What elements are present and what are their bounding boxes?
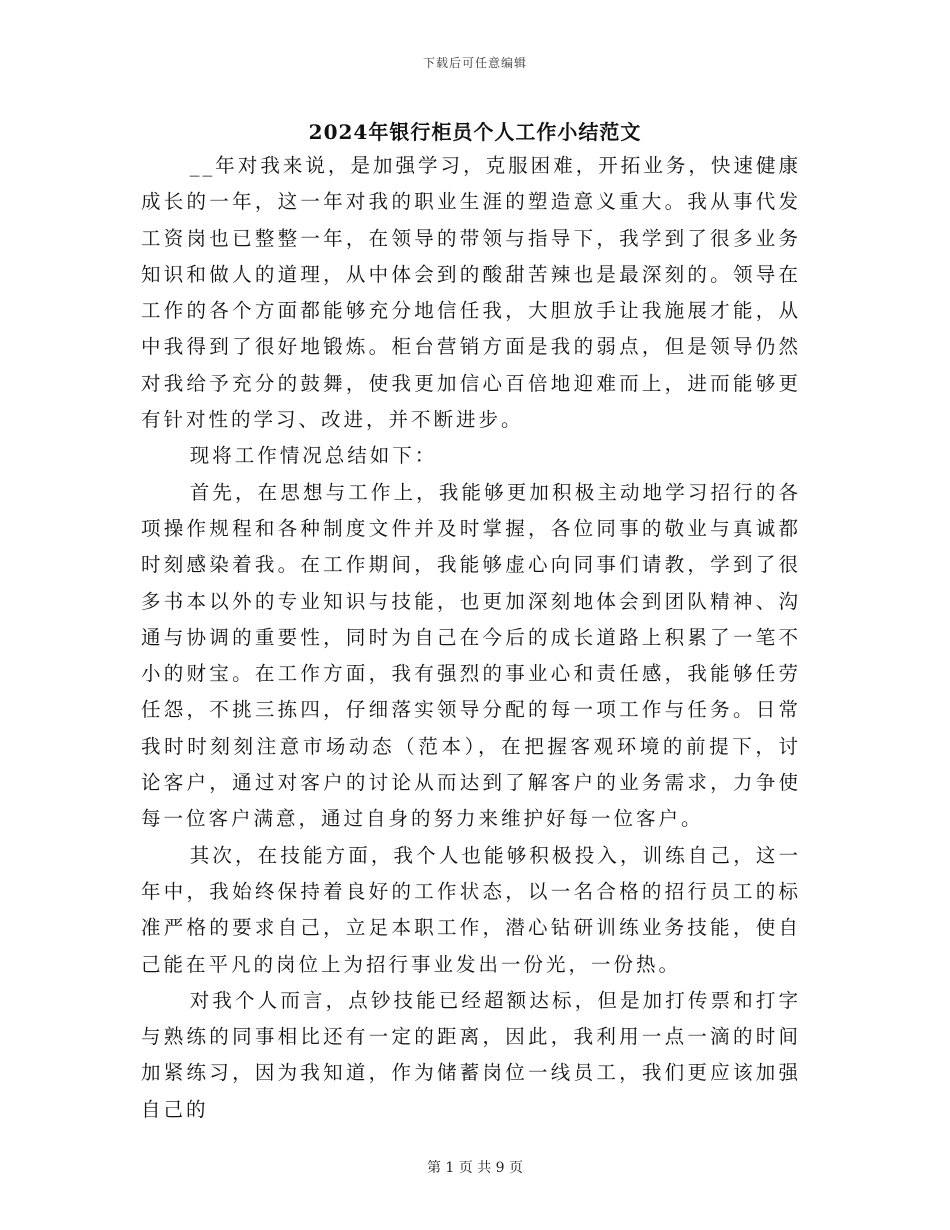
paragraph-summary-lead: 现将工作情况总结如下： [189, 444, 438, 468]
paragraph-second-point: 其次，在技能方面，我个人也能够积极投入，训练自己，这一年中，我始终保持着良好的工作状态，以一名合格的招行员工的标准严格的要求自己，立足本职工作，潜心钻研训练业务技能，使自己能在平凡的岗位上为招行事业发出一份光，一份热。 [141, 843, 801, 976]
document-body [141, 148, 801, 1128]
paragraph-intro: __年对我来说，是加强学习，克服困难，开拓业务，快速健康成长的一年，这一年对我的职业生涯的塑造意义重大。我从事代发工资岗也已整整一年，在领导的带领与指导下，我学到了很多业务知识和做人的道理，从中体会到的酸甜苦辣也是最深刻的。领导在工作的各个方面都能够充分地信任我，大胆放手让我施展才能，从中我得到了很好地锻炼。柜台营销方面是我的弱点，但是领导仍然对我给予充分的鼓舞，使我更加信心百倍地迎难而上，进而能够更有针对性的学习、改进，并不断进步。 [141, 154, 801, 432]
paragraph-personal-skills: 对我个人而言，点钞技能已经超额达标，但是加打传票和打字与熟练的同事相比还有一定的距离，因此，我利用一点一滴的时间加紧练习，因为我知道，作为储蓄岗位一线员工，我们更应该加强自己的 [141, 988, 801, 1121]
paragraph-first-point: 首先，在思想与工作上，我能够更加积极主动地学习招行的各项操作规程和各种制度文件并及时掌握，各位同事的敬业与真诚都时刻感染着我。在工作期间，我能够虚心向同事们请教，学到了很多书本以外的专业知识与技能，也更加深刻地体会到团队精神、沟通与协调的重要性，同时为自己在今后的成长道路上积累了一笔不小的财宝。在工作方面，我有强烈的事业心和责任感，我能够任劳任怨，不挑三拣四，仔细落实领导分配的每一项工作与任务。日常我时时刻刻注意市场动态（范本），在把握客观环境的前提下，讨论客户，通过对客户的讨论从而达到了解客户的业务需求，力争使每一位客户满意，通过自身的努力来维护好每一位客户。 [141, 480, 801, 831]
page-header-note: 下载后可任意编辑 [422, 56, 527, 70]
document-title: 2024年银行柜员个人工作小结范文 [308, 120, 642, 144]
page-number-footer: 第 1 页 共 9 页 [426, 1160, 524, 1176]
